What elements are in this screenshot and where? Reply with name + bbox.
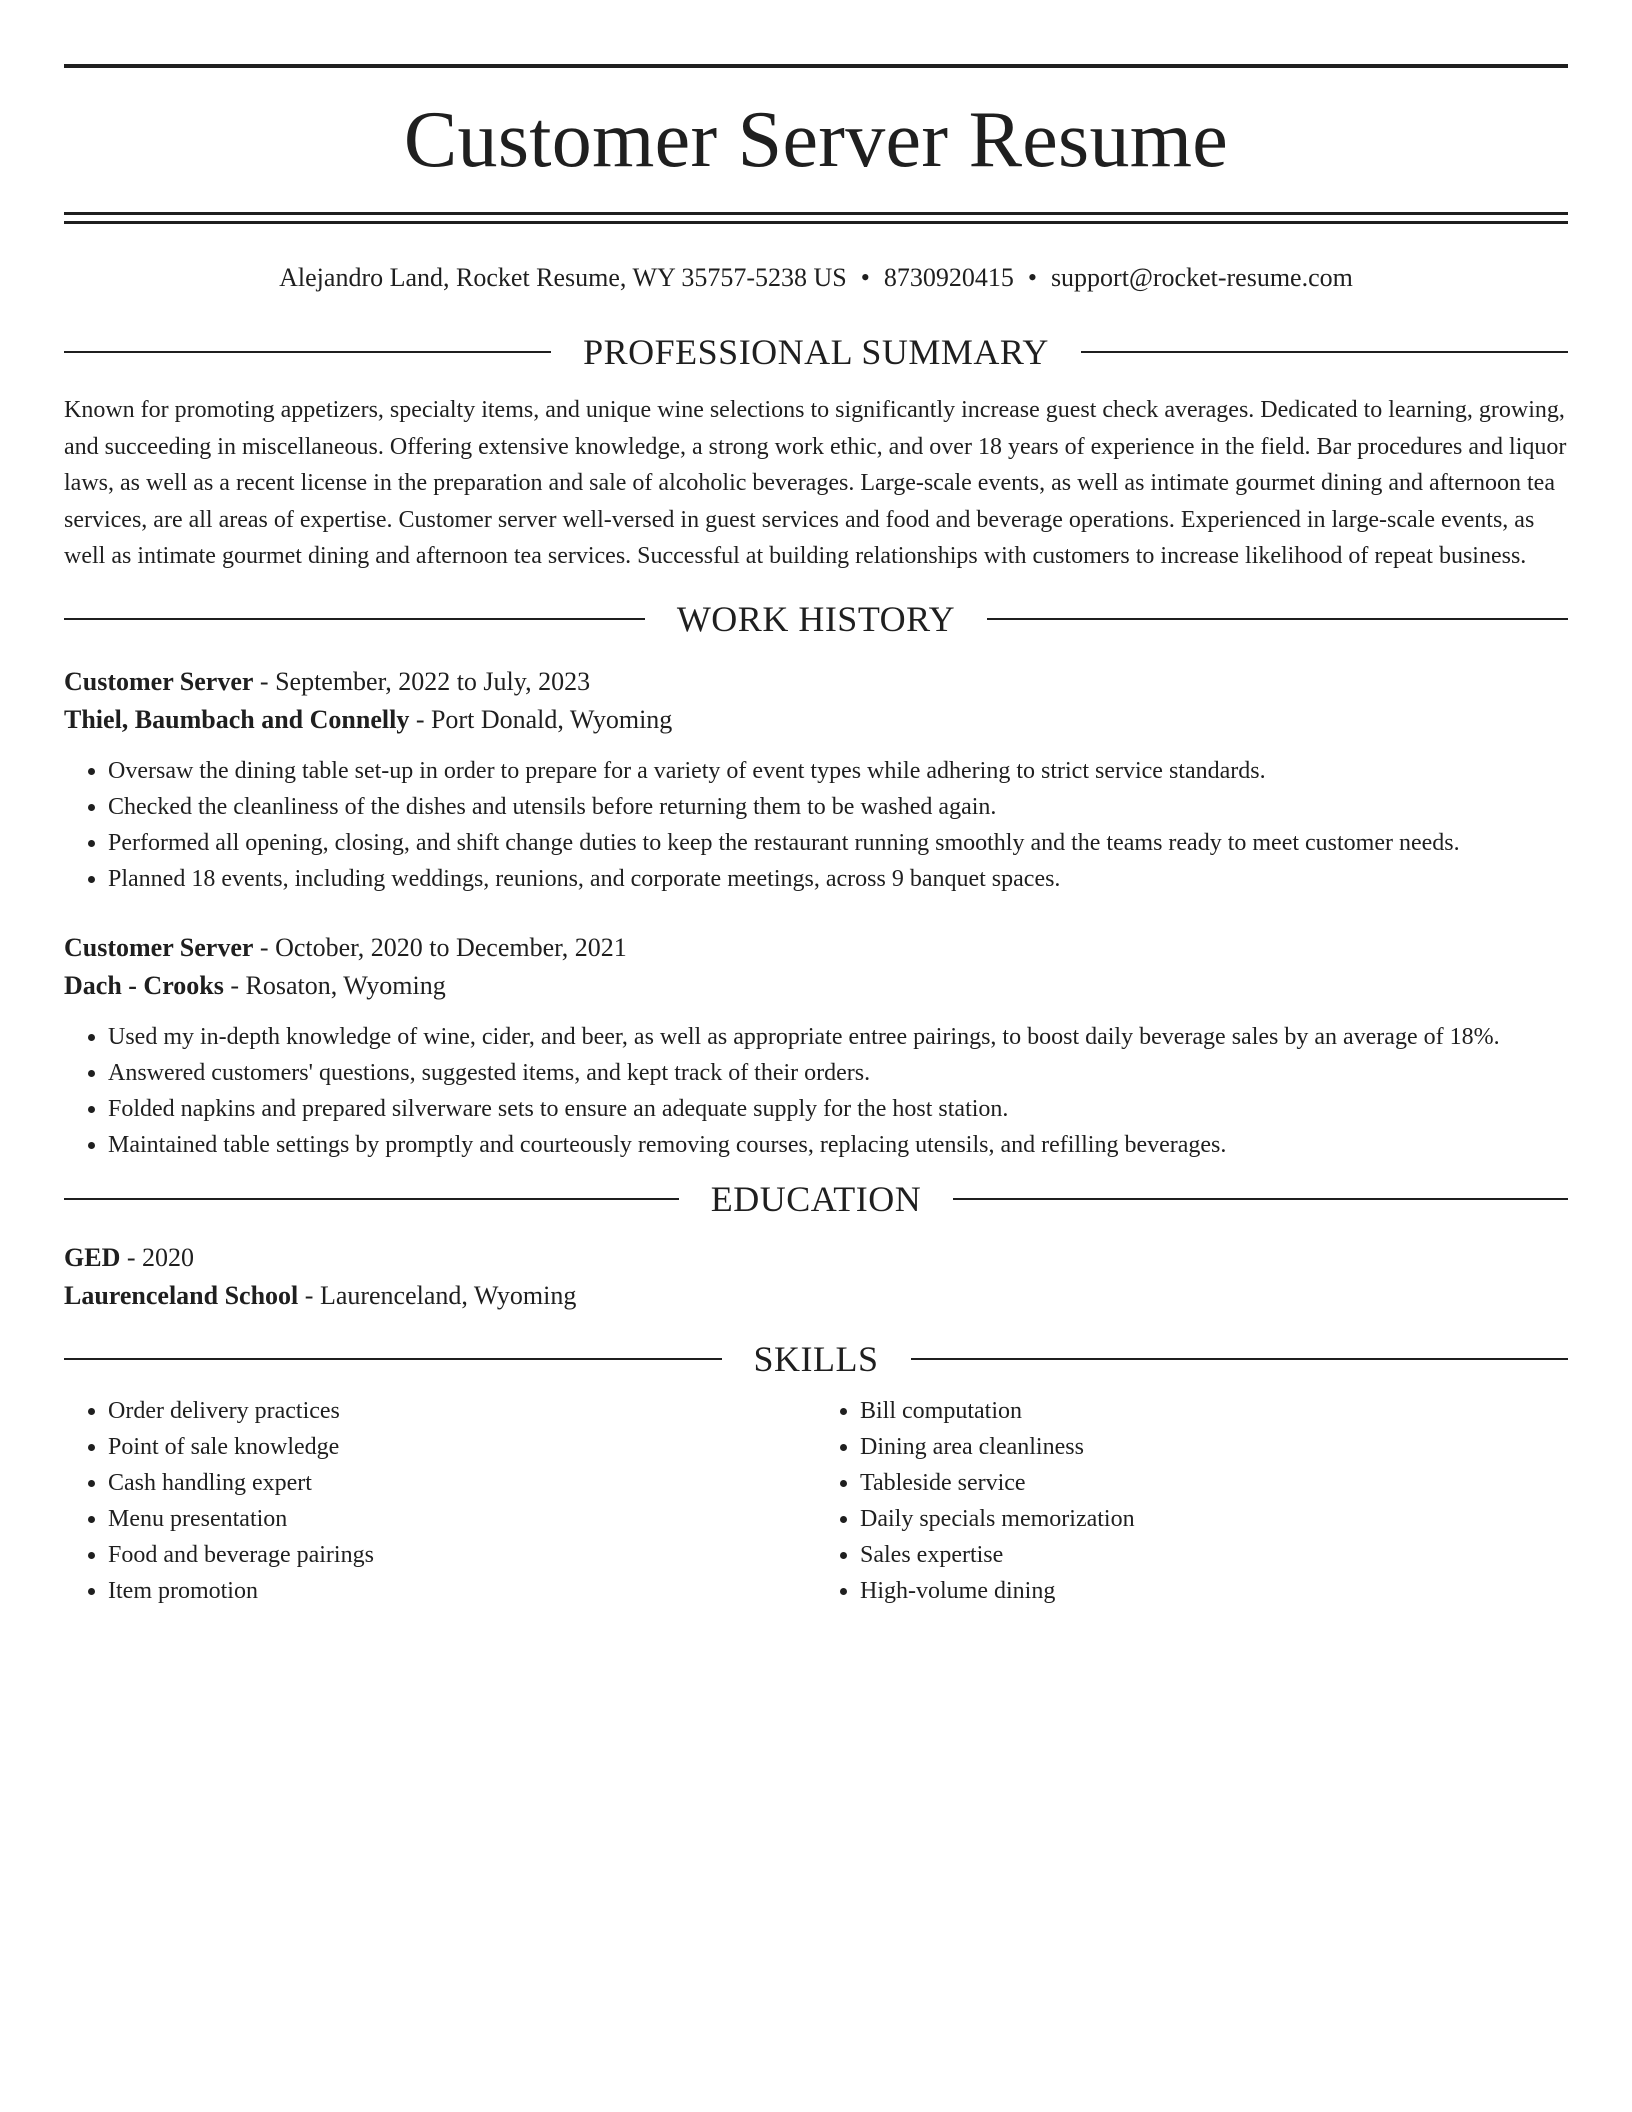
skills-list-right xyxy=(816,1393,1568,1609)
divider xyxy=(64,618,645,620)
skill-item: • High-volume dining xyxy=(860,1573,1568,1609)
skill-item: • Sales expertise xyxy=(860,1537,1568,1573)
contact-separator: • xyxy=(1027,263,1037,292)
job-entry xyxy=(64,663,1568,897)
work-section-heading xyxy=(64,595,1568,643)
education-section-heading xyxy=(64,1175,1568,1223)
job-bullets xyxy=(64,1019,1568,1163)
section-title: SKILLS xyxy=(753,1338,879,1379)
school-location: - Laurenceland, Wyoming xyxy=(298,1280,577,1310)
divider xyxy=(911,1358,1569,1360)
skills-columns xyxy=(64,1393,1568,1609)
skills-section-heading xyxy=(64,1335,1568,1383)
summary-section-heading xyxy=(64,328,1568,376)
contact-address: Alejandro Land, Rocket Resume, WY 35757-5238 US xyxy=(279,263,847,292)
job-company-line xyxy=(64,701,1568,739)
skill-item: • Bill computation xyxy=(860,1393,1568,1429)
divider xyxy=(987,618,1568,620)
contact-email[interactable]: support@rocket-resume.com xyxy=(1050,263,1353,292)
list-item: • Planned 18 events, including weddings, reunions, and corporate meetings, across 9 banquet spaces. xyxy=(108,861,1568,897)
job-entry xyxy=(64,929,1568,1163)
section-title: WORK HISTORY xyxy=(676,598,956,639)
skill-item: • Food and beverage pairings xyxy=(108,1537,816,1573)
divider xyxy=(64,1358,722,1360)
list-item: • Used my in-depth knowledge of wine, cider, and beer, as well as appropriate entree pairings, to boost daily beverage sales by an average of 18%. xyxy=(108,1019,1568,1055)
job-company: Thiel, Baumbach and Connelly xyxy=(64,704,410,734)
contact-separator: • xyxy=(860,263,870,292)
list-item: • Checked the cleanliness of the dishes and utensils before returning them to be washed again. xyxy=(108,789,1568,825)
top-rule xyxy=(64,64,1568,68)
degree-line xyxy=(64,1239,1568,1277)
job-title-line xyxy=(64,929,1568,967)
section-title: PROFESSIONAL SUMMARY xyxy=(583,332,1049,372)
skill-item: • Cash handling expert xyxy=(108,1465,816,1501)
summary-text: Known for promoting appetizers, specialty items, and unique wine selections to significantly increase guest check averages. Dedicated to learning, growing, and succeeding in miscellaneous. Offering extensive knowledge, a strong work ethic, and over 18 years of experience in the field. Bar procedures and liquor laws, as well as a recent license in the preparation and sale of alcoholic beverages. Large-scale events, as well as intimate gourmet dining and afternoon tea services, are all areas of expertise. Customer server well-versed in guest services and food and beverage operations. Experienced in large-scale events, as well as intimate gourmet dining and afternoon tea services. Successful at building relationships with customers to increase likelihood of repeat business. xyxy=(64,397,1567,569)
school-name: Laurenceland School xyxy=(64,1280,299,1310)
skill-item: • Daily specials memorization xyxy=(860,1501,1568,1537)
job-bullets xyxy=(64,753,1568,897)
skill-item: • Tableside service xyxy=(860,1465,1568,1501)
divider xyxy=(953,1198,1568,1200)
degree: GED xyxy=(64,1242,121,1272)
job-location: - Rosaton, Wyoming xyxy=(223,970,446,1000)
job-title: Customer Server xyxy=(64,932,254,962)
school-line xyxy=(64,1277,1568,1315)
divider xyxy=(1081,351,1568,353)
job-company: Dach - Crooks xyxy=(64,970,224,1000)
list-item: • Maintained table settings by promptly and courteously removing courses, replacing utensils, and refilling beverages. xyxy=(108,1127,1568,1163)
skill-item: • Item promotion xyxy=(108,1573,816,1609)
skill-item: • Menu presentation xyxy=(108,1501,816,1537)
education-entry xyxy=(64,1239,1568,1315)
degree-year: - 2020 xyxy=(120,1242,195,1272)
skills-list-left xyxy=(64,1393,816,1609)
divider xyxy=(64,351,551,353)
contact-phone: 8730920415 xyxy=(883,263,1014,292)
skill-item: • Order delivery practices xyxy=(108,1393,816,1429)
list-item: • Folded napkins and prepared silverware sets to ensure an adequate supply for the host station. xyxy=(108,1091,1568,1127)
resume-page xyxy=(64,64,1568,1609)
title-double-rule xyxy=(64,212,1568,224)
job-dates: - October, 2020 to December, 2021 xyxy=(253,932,627,962)
resume-title: Customer Server Resume xyxy=(403,96,1229,184)
list-item: • Answered customers' questions, suggested items, and kept track of their orders. xyxy=(108,1055,1568,1091)
contact-line xyxy=(64,260,1568,296)
job-location: - Port Donald, Wyoming xyxy=(409,704,673,734)
list-item: • Performed all opening, closing, and shift change duties to keep the restaurant running smoothly and the teams ready to meet customer needs. xyxy=(108,825,1568,861)
job-title-line xyxy=(64,663,1568,701)
job-dates: - September, 2022 to July, 2023 xyxy=(253,666,591,696)
section-title: EDUCATION xyxy=(710,1178,922,1219)
job-company-line xyxy=(64,967,1568,1005)
skill-item: • Point of sale knowledge xyxy=(108,1429,816,1465)
skill-item: • Dining area cleanliness xyxy=(860,1429,1568,1465)
list-item: • Oversaw the dining table set-up in order to prepare for a variety of event types while adhering to strict service standards. xyxy=(108,753,1568,789)
job-title: Customer Server xyxy=(64,666,254,696)
divider xyxy=(64,1198,679,1200)
